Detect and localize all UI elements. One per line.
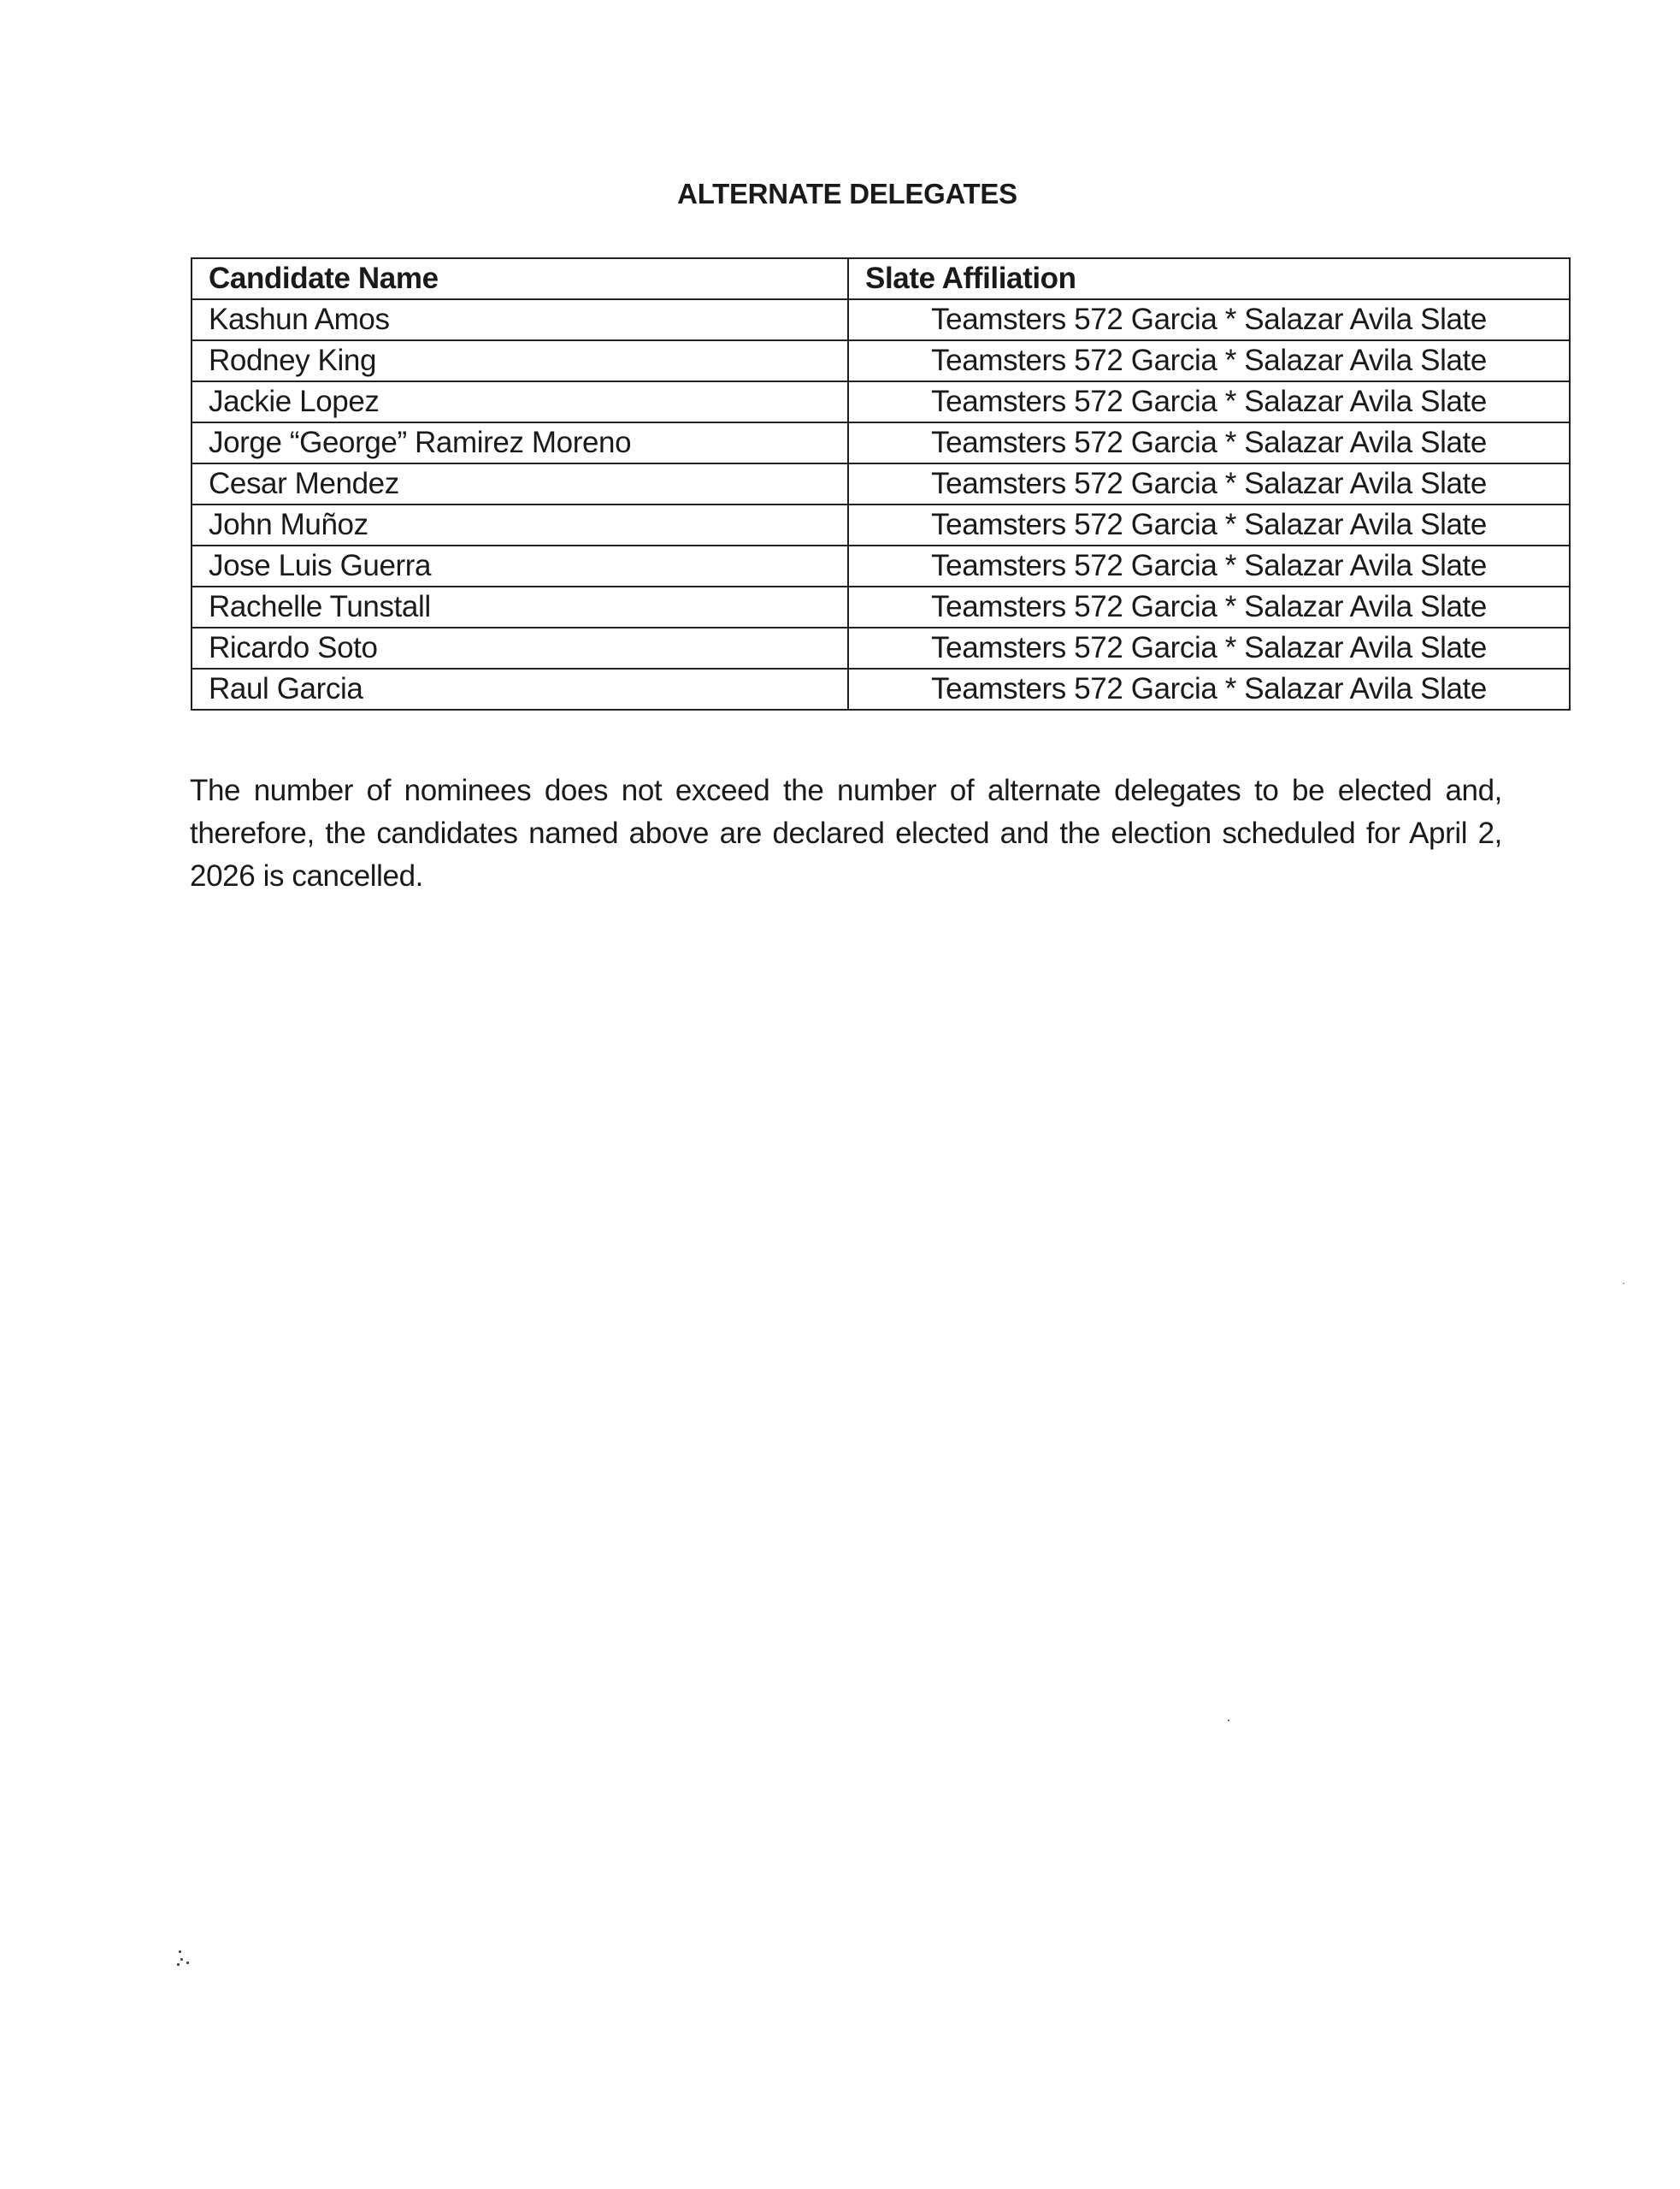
table-header-row — [192, 258, 1570, 299]
scan-speck — [179, 1950, 181, 1953]
slate-affiliation-cell: Teamsters 572 Garcia * Salazar Avila Slate — [848, 463, 1570, 504]
table-row — [192, 669, 1570, 710]
table-row — [192, 422, 1570, 463]
slate-affiliation-cell: Teamsters 572 Garcia * Salazar Avila Slate — [848, 299, 1570, 340]
election-notice-paragraph: The number of nominees does not exceed the number of alternate delegates to be elected and, therefore, the candidates named above are declared elected and the election scheduled for April 2, 2026 is cancelled. — [190, 774, 1502, 893]
slate-affiliation-cell: Teamsters 572 Garcia * Salazar Avila Slate — [848, 340, 1570, 381]
slate-affiliation-cell: Teamsters 572 Garcia * Salazar Avila Slate — [848, 628, 1570, 669]
column-header-candidate-name: Candidate Name — [192, 258, 848, 299]
table-row — [192, 463, 1570, 504]
table-row — [192, 504, 1570, 546]
scan-speck — [177, 1963, 180, 1966]
candidate-name-cell: Cesar Mendez — [192, 463, 848, 504]
scan-speck — [180, 1958, 183, 1961]
table-row — [192, 546, 1570, 587]
table-row — [192, 587, 1570, 628]
scan-speck — [186, 1962, 189, 1964]
candidate-name-cell: Raul Garcia — [192, 669, 848, 710]
candidate-name-cell: Kashun Amos — [192, 299, 848, 340]
slate-affiliation-cell: Teamsters 572 Garcia * Salazar Avila Slate — [848, 504, 1570, 546]
scan-speck — [1228, 1720, 1229, 1721]
candidate-name-cell: Jose Luis Guerra — [192, 546, 848, 587]
table-row — [192, 299, 1570, 340]
slate-affiliation-cell: Teamsters 572 Garcia * Salazar Avila Slate — [848, 381, 1570, 422]
slate-affiliation-cell: Teamsters 572 Garcia * Salazar Avila Slate — [848, 587, 1570, 628]
table-row — [192, 381, 1570, 422]
alternate-delegates-table — [191, 257, 1571, 711]
candidate-name-cell: Rachelle Tunstall — [192, 587, 848, 628]
candidate-name-cell: Jackie Lopez — [192, 381, 848, 422]
slate-affiliation-cell: Teamsters 572 Garcia * Salazar Avila Slate — [848, 546, 1570, 587]
slate-affiliation-cell: Teamsters 572 Garcia * Salazar Avila Slate — [848, 422, 1570, 463]
slate-affiliation-cell: Teamsters 572 Garcia * Salazar Avila Slate — [848, 669, 1570, 710]
scan-speck — [1623, 1283, 1624, 1284]
table-row — [192, 340, 1570, 381]
candidate-name-cell: Jorge “George” Ramirez Moreno — [192, 422, 848, 463]
candidate-name-cell: John Muñoz — [192, 504, 848, 546]
page-title: ALTERNATE DELEGATES — [677, 178, 1017, 209]
candidate-name-cell: Ricardo Soto — [192, 628, 848, 669]
table-row — [192, 628, 1570, 669]
column-header-slate-affiliation: Slate Affiliation — [848, 258, 1570, 299]
candidate-name-cell: Rodney King — [192, 340, 848, 381]
